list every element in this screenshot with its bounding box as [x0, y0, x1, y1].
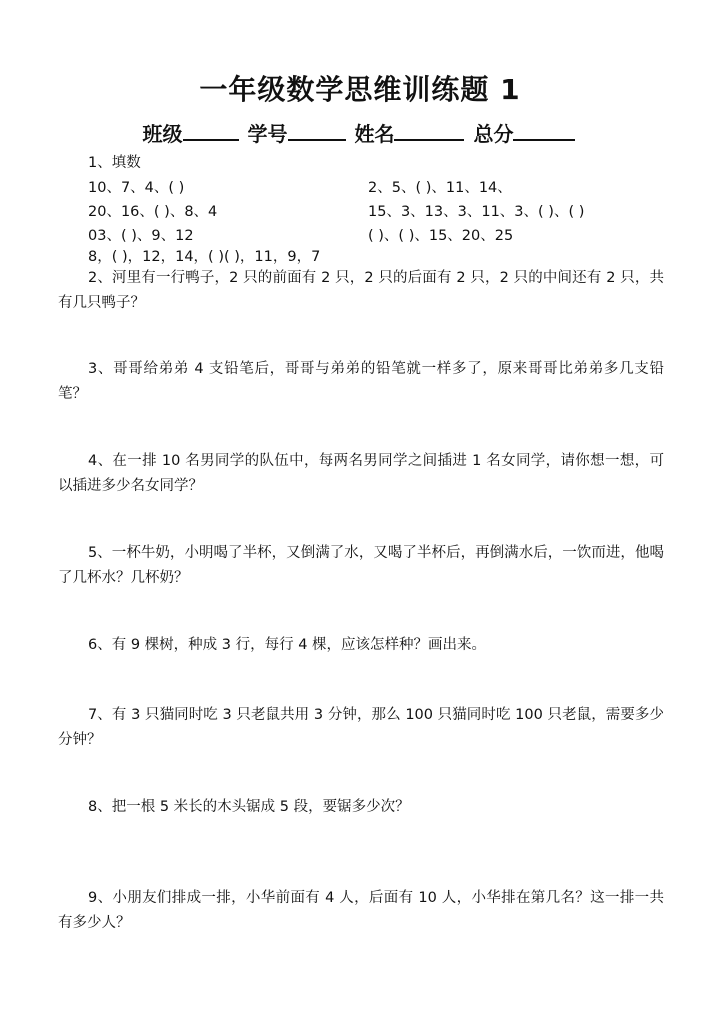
score-label: 总分	[473, 122, 514, 146]
question-8: 8、把一根 5 米长的木头锯成 5 段，要锯多少次？	[88, 799, 410, 815]
question-6: 6、有 9 棵树，种成 3 行，每行 4 棵，应该怎样种？画出来。	[88, 637, 487, 653]
q1-row2-left: 20、16、( )、8、4	[88, 204, 218, 220]
page-title: 一年级数学思维训练题 1	[199, 73, 521, 106]
q1-row1-right: 2、5、( )、11、14、	[368, 180, 512, 196]
class-label: 班级	[142, 122, 183, 146]
name-label: 姓名	[354, 122, 395, 146]
question-2: 2、河里有一行鸭子，2 只的前面有 2 只，2 只的后面有 2 只，2 只的中间还有 2 只，共有几只鸭子？	[58, 270, 664, 311]
question-5: 5、一杯牛奶，小明喝了半杯，又倒满了水，又喝了半杯后，再倒满水后，一饮而进，他喝了几杯水？几杯奶？	[58, 545, 664, 586]
question-3: 3、哥哥给弟弟 4 支铅笔后，哥哥与弟弟的铅笔就一样多了，原来哥哥比弟弟多几支铅笔？	[58, 361, 664, 402]
question-4: 4、在一排 10 名男同学的队伍中，每两名男同学之间插进 1 名女同学，请你想一想，可以插进多少名女同学？	[58, 453, 664, 494]
score-blank[interactable]	[513, 119, 575, 141]
number-label: 学号	[247, 122, 288, 146]
question-7: 7、有 3 只猫同时吃 3 只老鼠共用 3 分钟，那么 100 只猫同时吃 100 只老鼠，需要多少分钟？	[58, 707, 664, 748]
q1-heading: 1、填数	[88, 155, 141, 171]
number-blank[interactable]	[288, 119, 346, 141]
student-info-line	[0, 118, 720, 147]
question-9: 9、小朋友们排成一排，小华前面有 4 人，后面有 10 人，小华排在第几名？这一排一共有多少人？	[58, 890, 664, 931]
q1-row3-left: 03、( )、9、12	[88, 228, 194, 244]
q1-row2-right: 15、3、13、3、11、3、( )、( )	[368, 204, 585, 220]
q1-row4: 8，( )，12，14，( )( )，11，9，7	[88, 249, 321, 265]
name-blank[interactable]	[394, 119, 464, 141]
q1-row1-left: 10、7、4、( )	[88, 180, 185, 196]
q1-row3-right: ( )、( )、15、20、25	[368, 228, 514, 244]
class-blank[interactable]	[183, 119, 239, 141]
